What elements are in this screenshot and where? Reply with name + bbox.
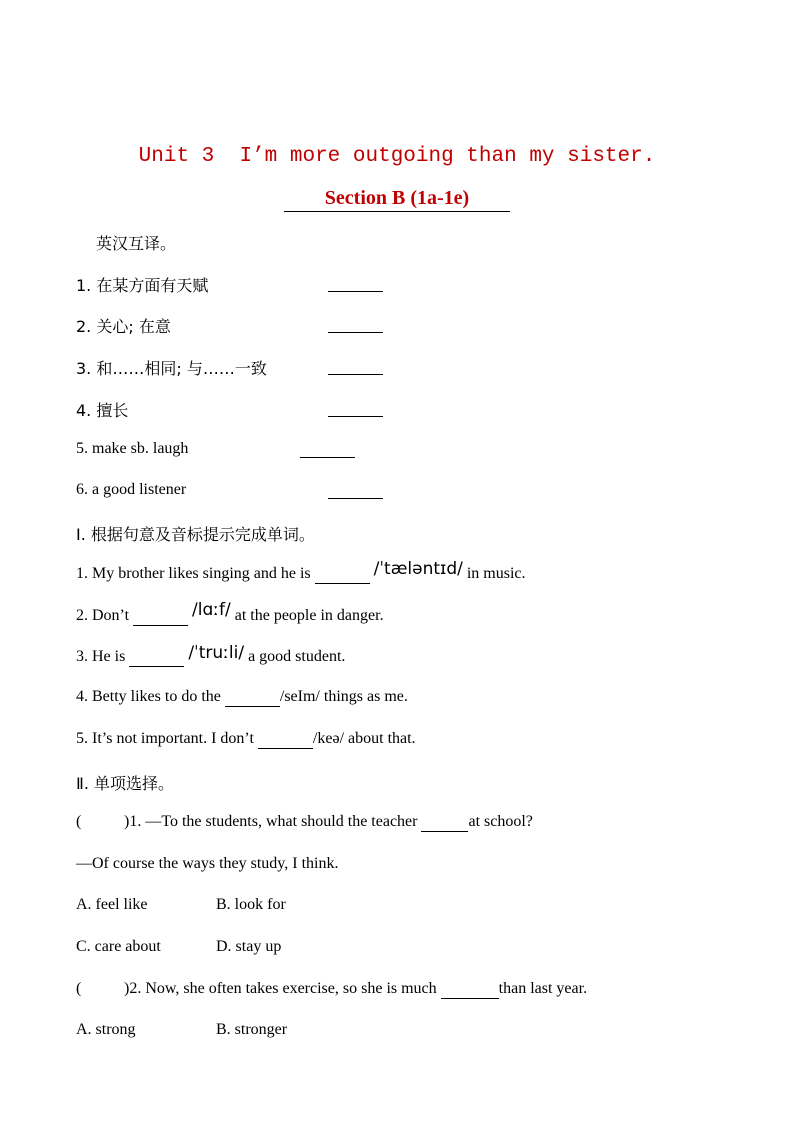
part1-q1-blank[interactable] — [315, 565, 370, 584]
part1-question-4 — [76, 688, 408, 707]
part1-q2-tail: at the people in danger. — [230, 607, 384, 624]
vocab-blank-4[interactable] — [328, 416, 383, 417]
part2-q2-tail: than last year. — [498, 980, 588, 997]
part2-q1-option-a: A. feel like — [76, 896, 148, 913]
section-subtitle: Section B (1a-1e) — [284, 187, 510, 212]
vocab-blank-6[interactable] — [328, 498, 383, 499]
vocab-blank-1[interactable] — [328, 291, 383, 292]
part2-q1-answer-paren[interactable]: ( — [76, 813, 82, 830]
part1-q3-phonetic: /ˈtruːli/ — [188, 643, 245, 663]
vocab-item-4: 4. 擅长 — [76, 401, 129, 420]
vocab-item-5: 5. make sb. laugh — [76, 440, 189, 457]
part2-q1-tail: at school? — [468, 813, 533, 830]
part2-question-1 — [76, 813, 533, 832]
part1-question-3 — [76, 643, 346, 667]
unit-title: Unit 3 I’m more outgoing than my sister. — [138, 145, 656, 168]
part2-q2-option-b: B. stronger — [216, 1021, 288, 1038]
vocab-blank-3[interactable] — [328, 374, 383, 375]
part1-q4-tail: /seIm/ things as me. — [279, 688, 408, 705]
part1-q4-blank[interactable] — [225, 688, 280, 707]
vocab-item-2: 2. 关心; 在意 — [76, 317, 171, 336]
vocab-heading: 英汉互译。 — [96, 234, 177, 253]
part2-q2-option-a: A. strong — [76, 1021, 136, 1038]
part2-q1-option-c: C. care about — [76, 938, 161, 955]
vocab-item-6: 6. a good listener — [76, 481, 187, 498]
part1-question-5 — [76, 730, 416, 749]
part2-q1-option-d: D. stay up — [216, 938, 282, 955]
part1-q4-text: 4. Betty likes to do the — [76, 688, 225, 705]
vocab-blank-5[interactable] — [300, 457, 355, 458]
part2-q1-blank[interactable] — [421, 813, 468, 832]
part2-q1-reply: —Of course the ways they study, I think. — [76, 855, 339, 872]
part1-q2-phonetic: /lɑːf/ — [192, 600, 231, 620]
part1-q3-text: 3. He is — [76, 648, 130, 665]
part2-q2-answer-paren[interactable]: ( — [76, 980, 82, 997]
part2-question-2 — [76, 980, 587, 999]
part1-q3-blank[interactable] — [129, 648, 184, 667]
part1-q1-tail: in music. — [462, 565, 526, 582]
vocab-item-1: 1. 在某方面有天赋 — [76, 276, 209, 295]
part1-question-1 — [76, 559, 526, 584]
part2-q1-text: )1. —To the students, what should the teacher — [124, 813, 422, 830]
part2-q2-text: )2. Now, she often takes exercise, so she is much — [124, 980, 441, 997]
part1-q3-tail: a good student. — [244, 648, 346, 665]
part1-q1-text: 1. My brother likes singing and he is — [76, 565, 315, 582]
part2-q2-blank[interactable] — [441, 980, 499, 999]
part1-q1-phonetic: /ˈtæləntɪd/ — [373, 559, 463, 579]
part1-q5-text: 5. It’s not important. I don’t — [76, 730, 258, 747]
part1-q5-blank[interactable] — [258, 730, 313, 749]
part2-heading: Ⅱ. 单项选择。 — [76, 774, 175, 793]
part1-q5-tail: /keə/ about that. — [312, 730, 416, 747]
vocab-item-3: 3. 和……相同; 与……一致 — [76, 359, 267, 378]
part1-q2-text: 2. Don’t — [76, 607, 134, 624]
vocab-blank-2[interactable] — [328, 332, 383, 333]
part1-question-2 — [76, 600, 384, 626]
part1-q2-blank[interactable] — [133, 607, 188, 626]
part2-q1-option-b: B. look for — [216, 896, 286, 913]
part1-heading: Ⅰ. 根据句意及音标提示完成单词。 — [76, 525, 315, 544]
